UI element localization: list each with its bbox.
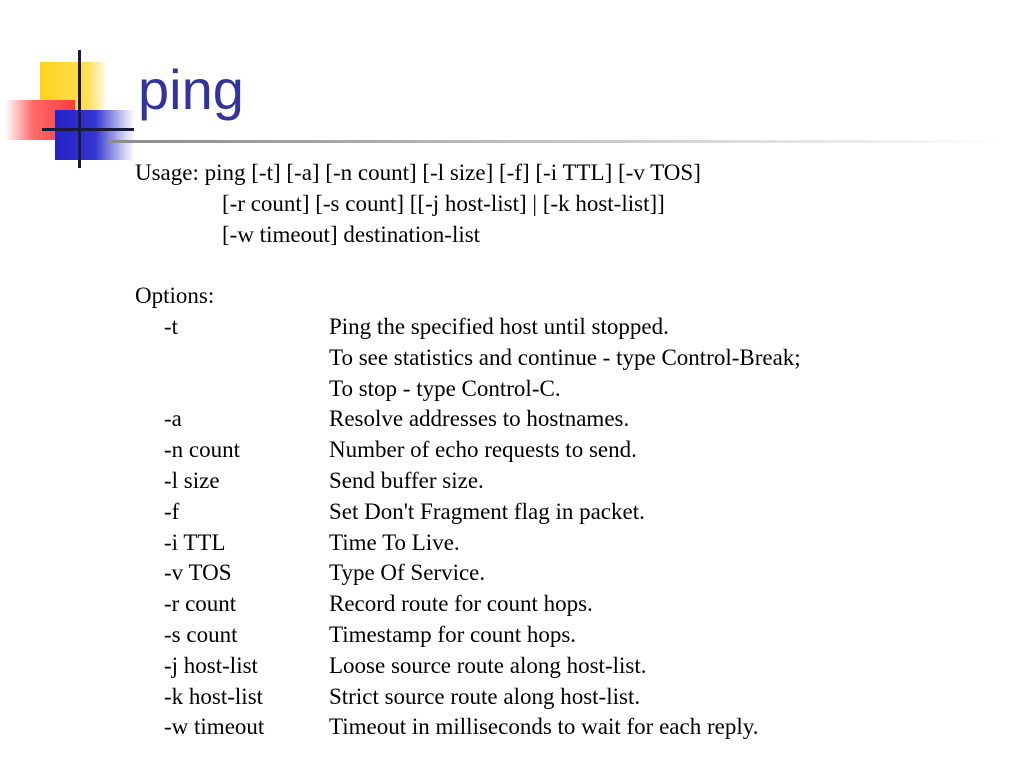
slide-body [135, 158, 1005, 743]
option-flag: -w timeout [164, 714, 265, 740]
option-row [135, 528, 1005, 559]
option-row [135, 589, 1005, 620]
option-flag: -f [164, 498, 180, 524]
logo-vertical-line [78, 50, 81, 168]
options-heading: Options: [135, 283, 215, 309]
option-description: Type Of Service. [329, 560, 486, 586]
option-flag: -s count [164, 621, 238, 647]
slide-title: ping [138, 58, 244, 121]
option-description: Timestamp for count hops. [329, 621, 577, 647]
option-flag: -k host-list [164, 683, 264, 709]
option-row [135, 712, 1005, 743]
option-row [135, 558, 1005, 589]
option-description: Number of echo requests to send. [329, 437, 637, 463]
option-description: To see statistics and continue - type Control-Break; [329, 344, 801, 370]
option-flag: -a [164, 406, 182, 432]
usage-line: [-r count] [-s count] [[-j host-list] | [-k host-list]] [222, 190, 665, 216]
option-row [135, 404, 1005, 435]
option-row [135, 435, 1005, 466]
option-row [135, 466, 1005, 497]
option-flag: -r count [164, 591, 237, 617]
option-description: Strict source route along host-list. [329, 683, 641, 709]
option-description: To stop - type Control-C. [329, 375, 561, 401]
option-flag: -i TTL [164, 529, 226, 555]
option-description: Send buffer size. [329, 467, 484, 493]
option-flag: -t [164, 313, 179, 339]
decorative-logo [0, 0, 150, 170]
option-flag: -l size [164, 467, 220, 493]
option-row [135, 620, 1005, 651]
logo-blue-square [55, 110, 135, 160]
option-description: Set Don't Fragment flag in packet. [329, 498, 645, 524]
option-description: Record route for count hops. [329, 591, 593, 617]
usage-line: [-w timeout] destination-list [222, 221, 481, 247]
option-row [135, 343, 1005, 374]
option-description: Time To Live. [329, 529, 460, 555]
spacer [135, 250, 1005, 281]
option-row [135, 682, 1005, 713]
option-flag: -j host-list [164, 652, 258, 678]
option-description: Loose source route along host-list. [329, 652, 647, 678]
option-flag [135, 374, 329, 405]
option-description: Ping the specified host until stopped. [329, 313, 669, 339]
option-row [135, 651, 1005, 682]
option-flag [135, 343, 329, 374]
options-list [135, 312, 1005, 743]
usage-line: Usage: ping [-t] [-a] [-n count] [-l size] [-f] [-i TTL] [-v TOS] [135, 160, 701, 185]
option-description: Timeout in milliseconds to wait for each reply. [329, 714, 759, 740]
option-flag: -n count [164, 437, 241, 463]
logo-horizontal-line [42, 128, 134, 131]
option-row [135, 374, 1005, 405]
option-description: Resolve addresses to hostnames. [329, 406, 630, 432]
option-row [135, 312, 1005, 343]
title-divider [108, 140, 1008, 143]
option-flag: -v TOS [164, 560, 232, 586]
option-row [135, 497, 1005, 528]
